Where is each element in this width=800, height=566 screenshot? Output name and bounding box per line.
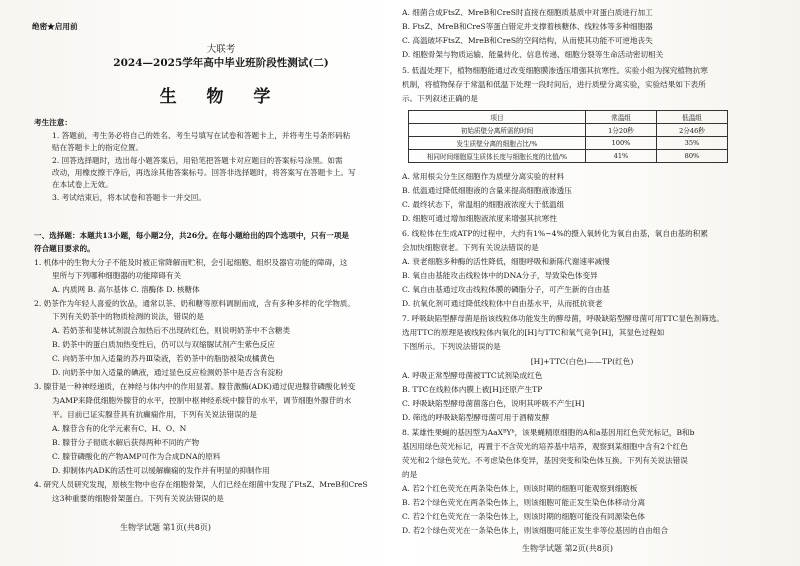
section-heading: 一、选择题：本题共13小题，每小题2分，共26分。在每小题给出的四个选项中，只有一项是 (34, 231, 349, 240)
question-line: 2. 奶茶作为年轻人喜爱的饮品，通常以茶、奶和糖等原料调制而成，含有多种多样的化学物质。 (34, 299, 355, 308)
option-line: B. TTC在线粒体内膜上被[H]还原产生TP (402, 385, 543, 394)
question-line: 示。下列叙述正确的是 (402, 94, 478, 103)
option-line: A. 细菌合成FtsZ、MreB和CreS时直接在细胞质基质中对蛋白质进行加工 (402, 8, 653, 17)
question-line: 荧光和2个绿色荧光。不考虑染色体变异，基因突变和染色体互换。下列有关说法错误 (402, 456, 688, 465)
table-row (409, 150, 728, 163)
option-line: C. 向奶茶中加入适量的苏丹Ⅲ染液，若奶茶中的脂肪被染成橘黄色 (52, 354, 275, 363)
exam-title: 2024—2025学年高中毕业班阶段性测试(二) (113, 57, 329, 69)
option-line: B. 若2个绿色荧光在两条染色体上，则该细胞可能正发生染色体移动分离 (402, 498, 646, 507)
secret-label: 绝密★启用前 (32, 22, 78, 31)
table-cell: 41% (586, 150, 657, 163)
note-line: 3. 考试结束后，将本试卷和答题卡一并交回。 (52, 193, 206, 202)
option-line: B. FtsZ、MreB和CreS等蛋白错定并支撑着核糖体、线粒体等多种细胞器 (402, 22, 653, 31)
table-cell: 相同时间细胞原生质体长度与细胞长度的比值/% (409, 150, 586, 163)
option-line: D. 抗氧化剂可通过降低线粒体中自由基水平，从而抵抗衰老 (402, 299, 603, 308)
option-line: A. 若奶茶和斐林试剂混合加热后不出现砖红色，则说明奶茶中不含糖类 (52, 326, 291, 335)
table-header-row (409, 111, 728, 124)
table-header-cell: 项目 (409, 111, 586, 124)
option-line: C. 呼吸缺陷型酵母菌菌落白色，说明其呼吸不产生[H] (402, 399, 585, 408)
question-line: 7. 呼吸缺陷型酵母菌是指该线粒体功能发生的酵母菌，呼吸缺陷型酵母菌可用TTC显色剂筛选。 (402, 314, 724, 323)
table-row (409, 137, 728, 150)
experiment-table (408, 110, 728, 163)
section-heading: 符合题目要求的。 (34, 244, 95, 253)
note-line: 2. 回答选择题时，选出每小题答案后，用铅笔把答题卡对应题目的答案标号涂黑。如需 (52, 156, 343, 165)
option-line: C. 最终状态下，常温组的细胞液浓度大于低温组 (402, 200, 565, 209)
page-footer: 生物学试题 第2页(共8页) (522, 544, 613, 553)
option-line: C. 高温破坏FtsZ、MreB和CreS的空间结构，从而使其功能不可逆地丧失 (402, 36, 653, 45)
option-line: A. 内质网 B. 高尔基体 C. 溶酶体 D. 核糖体 (52, 285, 200, 294)
table-header-cell: 常温组 (586, 111, 657, 124)
question-line: 3. 腺苷是一种神经递质，在神经与体内中的作用显著。腺苷激酶(ADK)通过促进腺苷磷酸化转变 (34, 382, 356, 391)
question-line: 的是 (402, 470, 418, 479)
option-line: A. 若2个红色荧光在两条染色体上，则该时期的细胞可能观察到细胞板 (402, 484, 638, 493)
page-footer: 生物学试题 第1页(共8页) (120, 523, 211, 532)
note-line: 在本试卷上无效。 (52, 180, 113, 189)
question-line: 下图所示。下列说法错误的是 (402, 342, 501, 351)
table-cell: 1分20秒 (586, 124, 657, 137)
question-line: 里所与下列哪种细胞器的功能障碍有关 (52, 271, 182, 280)
question-line: 基因用绿色荧光标记，再置于不含荧光的培养基中培养，观察到某细胞中含有2个红色 (402, 442, 688, 451)
subject-title: 生 物 学 (159, 87, 283, 107)
question-line: 机制，将植物保存于常温和低温下处理一段时间后，进行质壁分离实验，实验结果如下表所 (402, 80, 706, 89)
question-line: 5. 低温处理下，植物细胞能通过改变细胞膜渗透压增强其抗寒性。实验小组为探究植物抗寒 (402, 66, 708, 75)
table-cell: 2分46秒 (657, 124, 728, 137)
question-line: 会加快细胞衰老。下列有关说法错误的是 (402, 243, 539, 252)
option-line: D. 细胞可通过增加细胞液浓度来增强其抗寒性 (402, 214, 557, 223)
table-cell: 80% (657, 150, 728, 163)
option-line: A. 衰老细胞多种酶的活性降低，细胞呼吸和新陈代谢速率减慢 (402, 257, 610, 266)
option-line: B. 氧自由基能攻击线粒体中的DNA分子，导致染色体变异 (402, 271, 598, 280)
table-cell: 初始质壁分离所需的时间 (409, 124, 586, 137)
exam-org: 大联考 (206, 44, 236, 55)
option-line: B. 低温通过降低细胞液的含量来提高细胞液渗透压 (402, 186, 572, 195)
table-cell: 100% (586, 137, 657, 150)
question-line: 为AMP来降低细胞外腺苷的水平，控制中枢神经系统中腺苷的水平，调节细胞外腺苷的水 (52, 396, 352, 405)
left-column (32, 0, 390, 566)
option-line: D. 若2个绿色荧光在一条染色体上，则该细胞可能正发生非等位基因的自由组合 (402, 526, 669, 535)
option-line: D. 抑制体内ADK的活性可以缓解癫痫的发作并有明显的抑制作用 (52, 466, 270, 475)
option-line: A. 腺苷含有的化学元素有C、H、O、N (52, 424, 187, 433)
question-line: 选用TTC的原理是被线粒体内氧化的[H]与TTC和氧气竞争[H]，其显色过程如 (402, 328, 665, 337)
notes-title: 考生注意： (34, 118, 72, 127)
question-line: 4. 研究人员研究发现，原核生物中也存在细胞骨架，人们已经在细菌中发现了FtsZ、MreB和CreS (34, 480, 368, 489)
option-line: D. 向奶茶中加入适量的碘液，通过显色反应检测奶茶中是否含有淀粉 (52, 368, 283, 377)
table-cell: 发生质壁分离的细胞占比/% (409, 137, 586, 150)
note-line: 改动，用橡皮擦干净后，再选涂其他答案标号。回答非选择题时，将答案写在答题卡上。写 (52, 168, 356, 177)
note-line: 贴在答题卡上的指定位置。 (52, 143, 144, 152)
question-line: 平。目前已证实腺苷具有抗癫痫作用，下列有关说法错误的是 (52, 410, 258, 419)
option-line: B. 腺苷分子彻底水解后获得两种不同的产物 (52, 438, 200, 447)
question-line: 6. 线粒体在生成ATP的过程中，大约有1%~4%的摄入氧转化为氧自由基，氧自由基的积累 (402, 229, 708, 238)
option-line: C. 氧自由基通过攻击线粒体膜的磷脂分子，可产生新的自由基 (402, 285, 610, 294)
table-row (409, 124, 728, 137)
option-line: D. 筛选的呼吸缺陷型酵母菌可用于酒精发酵 (402, 413, 550, 422)
option-line: A. 呼吸正常型酵母菌被TTC试剂染成红色 (402, 371, 543, 380)
reaction-equation: [H]+TTC(白色)——TP(红色) (530, 357, 634, 366)
question-line: 8. 某雄性果蝇的基因型为AaXᴮYᵇ，该果蝇精原细胞的A和a基因用红色荧光标记，B和b (402, 428, 695, 437)
table-cell: 35% (657, 137, 728, 150)
table-header-cell: 低温组 (657, 111, 728, 124)
option-line: B. 奶茶中的蛋白质加热变性后，仍可以与双缩脲试剂产生紫色反应 (52, 340, 276, 349)
option-line: C. 腺苷磷酸化的产物AMP可作为合成DNA的原料 (52, 452, 221, 461)
note-line: 1. 答题前，考生务必将自己的姓名、考生号填写在试卷和答题卡上，并将考生号条形码粘 (52, 131, 351, 140)
question-line: 下列有关奶茶中的物质检测的说法，错误的是 (52, 312, 204, 321)
right-column (402, 0, 762, 566)
option-line: A. 常用根尖分生区细胞作为质壁分离实验的材料 (402, 172, 565, 181)
question-line: 1. 机体中的生物大分子不能及时被正常降解而贮积，会引起细胞、组织及器官功能的障碍，这 (34, 258, 348, 267)
question-line: 这3种重要的细胞骨架蛋白。下列有关说法错误的是 (52, 494, 224, 503)
option-line: C. 若2个红色荧光在一条染色体上，则该时期的细胞可能没有同源染色体 (402, 512, 646, 521)
option-line: D. 细胞骨架与物质运输、能量转化、信息传递、细胞分裂等生命活动密切相关 (402, 50, 664, 59)
